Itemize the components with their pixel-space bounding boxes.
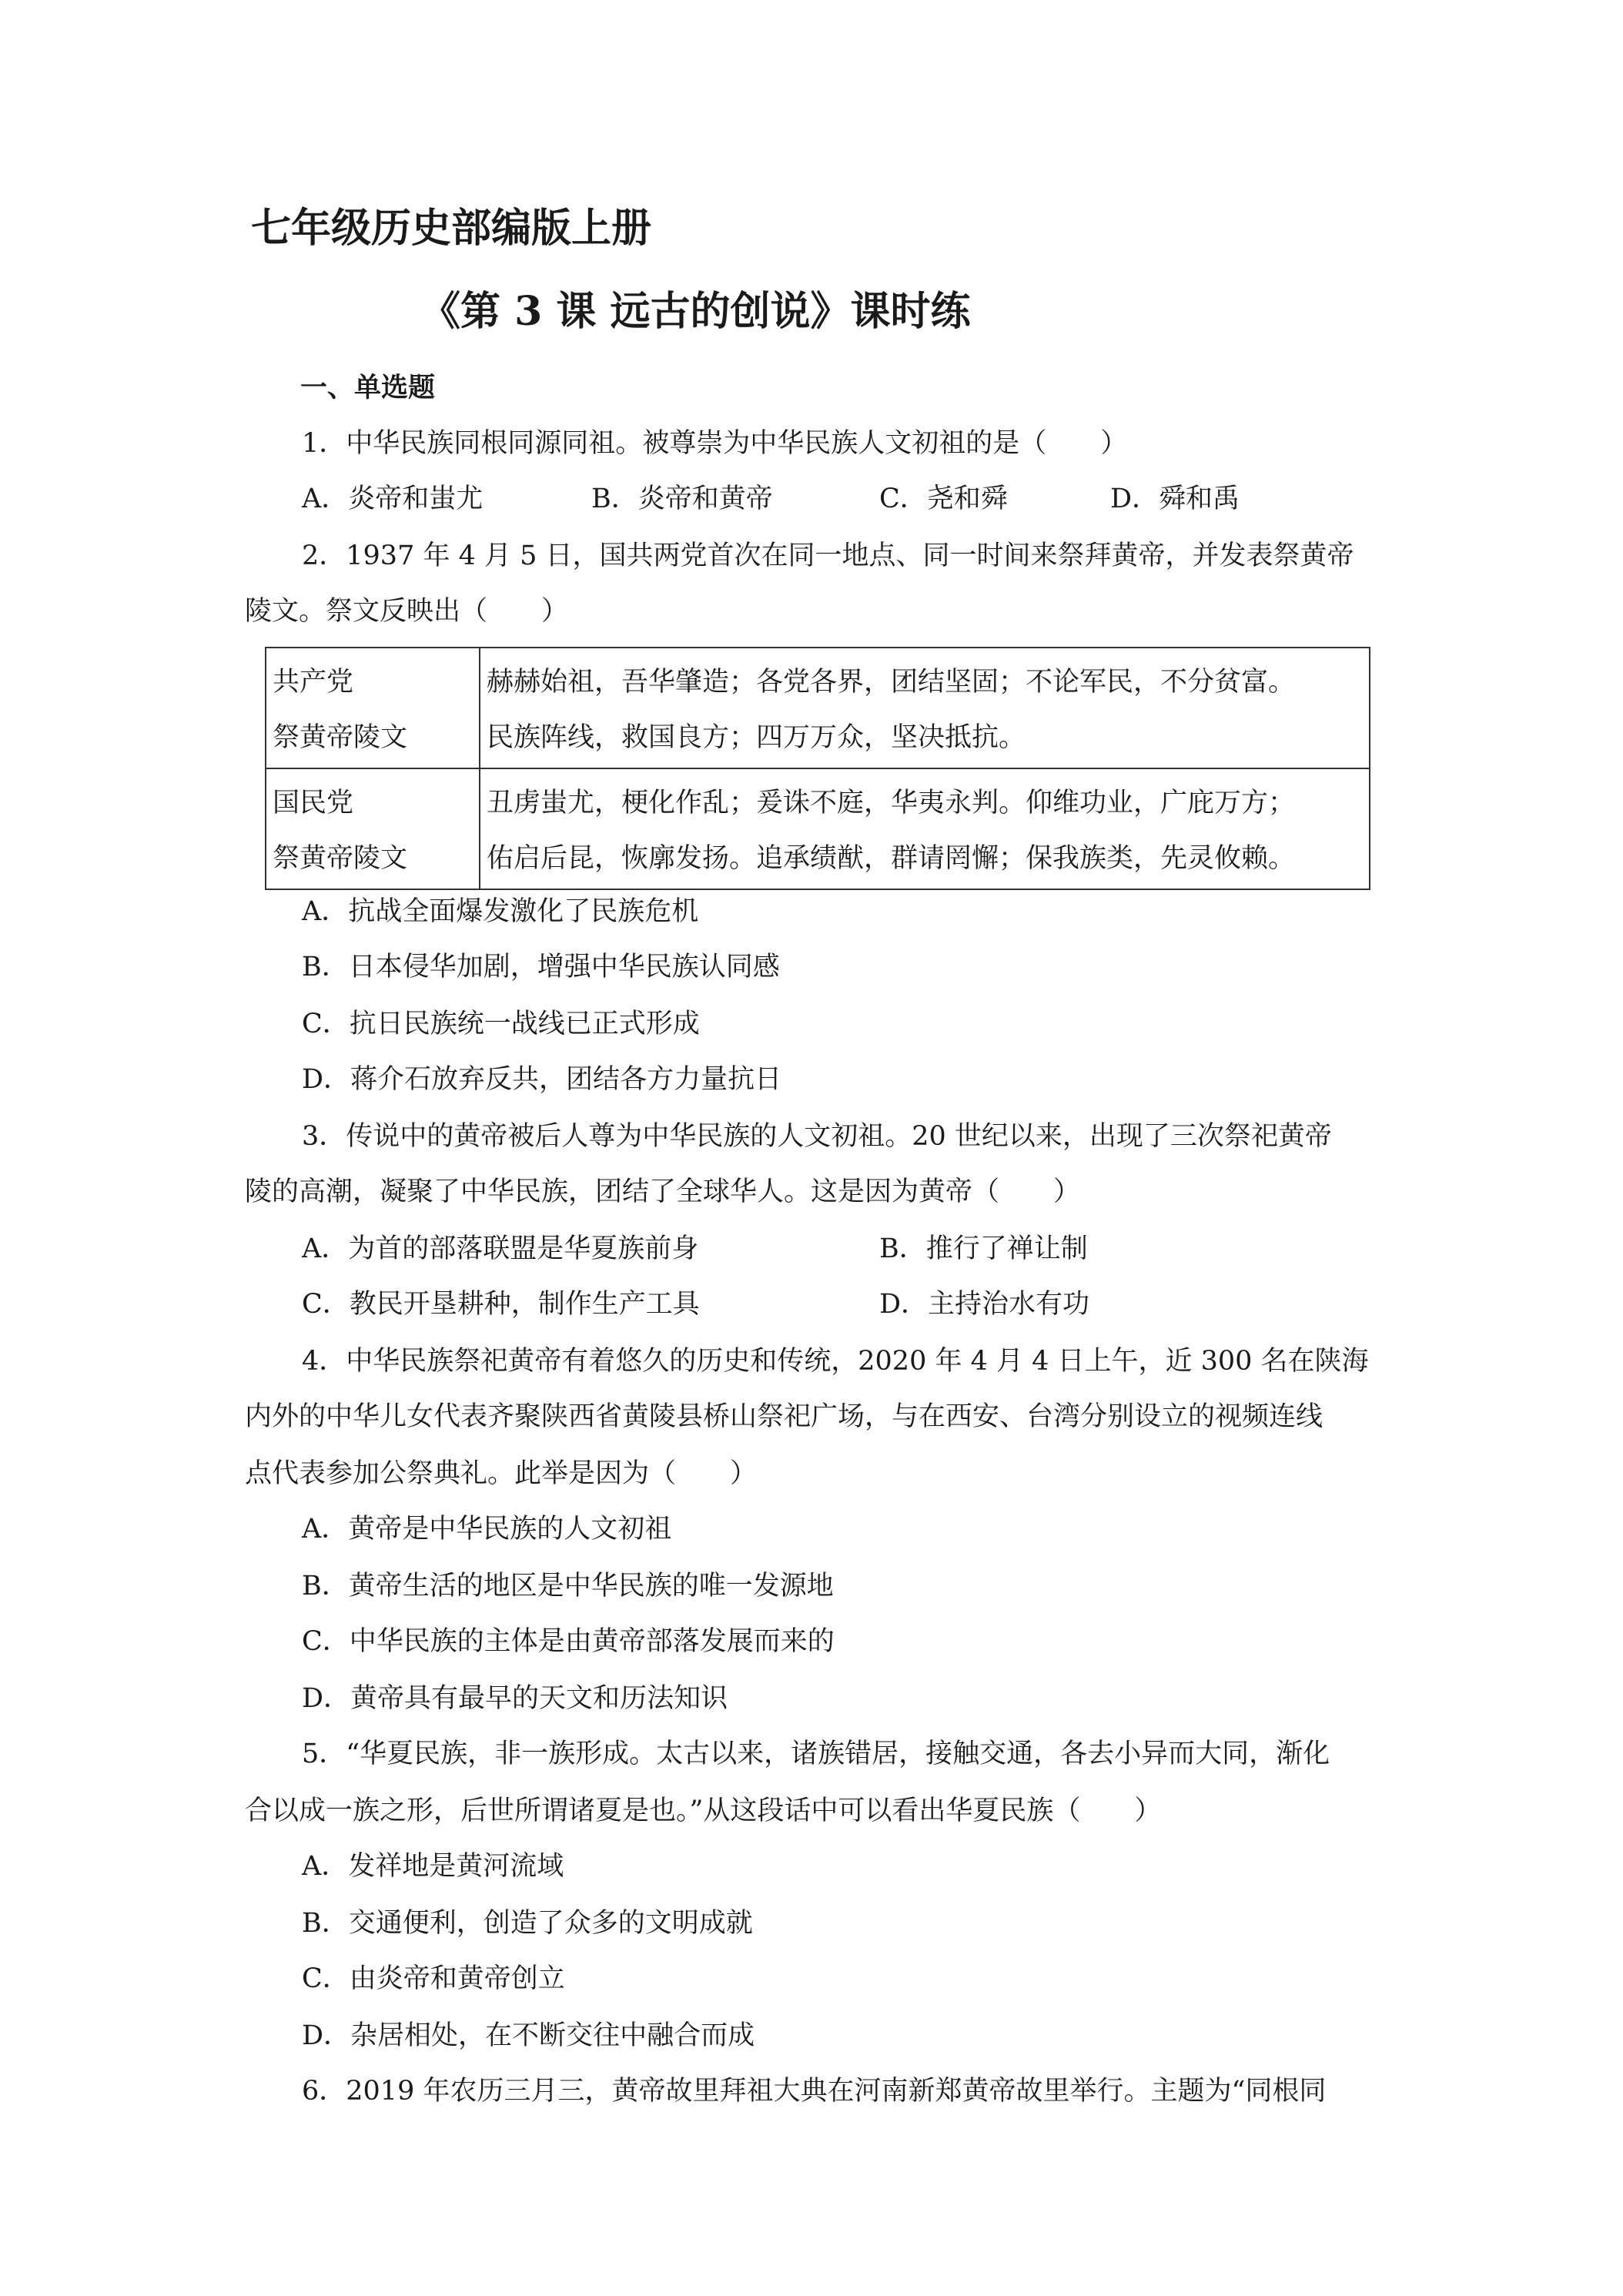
question-1-option-b: B．炎帝和黄帝 bbox=[591, 484, 773, 514]
question-3-stem-line-2: 陵的高潮，凝聚了中华民族，团结了全球华人。这是因为黄帝（ ） bbox=[245, 1176, 1081, 1207]
section-heading: 一、单选题 bbox=[300, 372, 436, 403]
question-2-option-a: A．抗战全面爆发激化了民族危机 bbox=[302, 896, 699, 927]
memorial-label: 祭黄帝陵文 bbox=[273, 843, 408, 874]
table-cell-text bbox=[480, 768, 1370, 889]
memorial-text-line: 佑启后昆，恢廓发扬。追承绩猷，群请罔懈；保我族类，先灵攸赖。 bbox=[487, 843, 1296, 874]
question-3-option-d: D．主持治水有功 bbox=[879, 1289, 1090, 1320]
question-4-stem-line-2: 内外的中华儿女代表齐聚陕西省黄陵县桥山祭祀广场，与在西安、台湾分别设立的视频连线 bbox=[245, 1401, 1323, 1432]
question-2-option-b: B．日本侵华加剧，增强中华民族认同感 bbox=[302, 952, 780, 982]
question-2-stem-line-1: 2．1937 年 4 月 5 日，国共两党首次在同一地点、同一时间来祭拜黄帝，并发表祭黄帝 bbox=[302, 541, 1354, 571]
question-3-option-b: B．推行了禅让制 bbox=[879, 1233, 1088, 1264]
memorial-text-line: 民族阵线，救国良方；四万万众，坚决抵抗。 bbox=[487, 722, 1026, 753]
table-cell-text bbox=[480, 648, 1370, 768]
table-cell-party bbox=[266, 768, 480, 889]
question-4-option-c: C．中华民族的主体是由黄帝部落发展而来的 bbox=[302, 1626, 835, 1657]
question-5-option-c: C．由炎帝和黄帝创立 bbox=[302, 1963, 565, 1994]
question-5-stem-line-2: 合以成一族之形，后世所谓诸夏是也。”从这段话中可以看出华夏民族（ ） bbox=[245, 1796, 1162, 1826]
question-4-option-b: B．黄帝生活的地区是中华民族的唯一发源地 bbox=[302, 1571, 834, 1602]
question-2-stem-line-2: 陵文。祭文反映出（ ） bbox=[245, 596, 569, 627]
question-3-stem-line-1: 3．传说中的黄帝被后人尊为中华民族的人文初祖。20 世纪以来，出现了三次祭祀黄帝 bbox=[302, 1121, 1332, 1152]
question-1-option-c: C．尧和舜 bbox=[879, 484, 1008, 514]
question-4-option-d: D．黄帝具有最早的天文和历法知识 bbox=[302, 1683, 728, 1714]
memorial-label: 祭黄帝陵文 bbox=[273, 722, 408, 753]
table-row bbox=[266, 768, 1370, 889]
party-label: 共产党 bbox=[273, 667, 354, 698]
question-1-stem: 1．中华民族同根同源同祖。被尊崇为中华民族人文初祖的是（ ） bbox=[302, 428, 1128, 459]
lesson-title: 《第 3 课 远古的创说》课时练 bbox=[420, 288, 971, 335]
question-4-option-a: A．黄帝是中华民族的人文初祖 bbox=[302, 1514, 672, 1545]
memorial-text-line: 赫赫始祖，吾华肇造；各党各界，团结坚固；不论军民，不分贫富。 bbox=[487, 667, 1296, 698]
question-4-stem-line-1: 4．中华民族祭祀黄帝有着悠久的历史和传统，2020 年 4 月 4 日上午，近 300 名在陕海 bbox=[302, 1346, 1369, 1377]
question-5-option-b: B．交通便利，创造了众多的文明成就 bbox=[302, 1908, 753, 1939]
question-5-stem-line-1: 5．“华夏民族，非一族形成。太古以来，诸族错居，接触交通，各去小异而大同，渐化 bbox=[302, 1739, 1330, 1769]
question-1-option-d: D．舜和禹 bbox=[1110, 484, 1240, 514]
question-4-stem-line-3: 点代表参加公祭典礼。此举是因为（ ） bbox=[245, 1458, 758, 1489]
question-3-option-c: C．教民开垦耕种，制作生产工具 bbox=[302, 1289, 700, 1320]
question-2-option-d: D．蒋介石放弃反共，团结各方力量抗日 bbox=[302, 1064, 782, 1095]
memorial-text-table bbox=[265, 647, 1370, 890]
document-title: 七年级历史部编版上册 bbox=[251, 205, 652, 252]
question-5-option-d: D．杂居相处，在不断交往中融合而成 bbox=[302, 2020, 755, 2051]
question-6-stem-line-1: 6．2019 年农历三月三，黄帝故里拜祖大典在河南新郑黄帝故里举行。主题为“同根同 bbox=[302, 2076, 1327, 2107]
memorial-text-line: 丑虏蚩尤，梗化作乱；爰诛不庭，华夷永判。仰维功业，广庇万方； bbox=[487, 788, 1296, 818]
question-1-option-a: A．炎帝和蚩尤 bbox=[302, 484, 484, 514]
table-row bbox=[266, 648, 1370, 768]
party-label: 国民党 bbox=[273, 788, 354, 818]
table-cell-party bbox=[266, 648, 480, 768]
question-3-option-a: A．为首的部落联盟是华夏族前身 bbox=[302, 1233, 699, 1264]
question-5-option-a: A．发祥地是黄河流域 bbox=[302, 1851, 564, 1882]
question-2-option-c: C．抗日民族统一战线已正式形成 bbox=[302, 1009, 700, 1039]
